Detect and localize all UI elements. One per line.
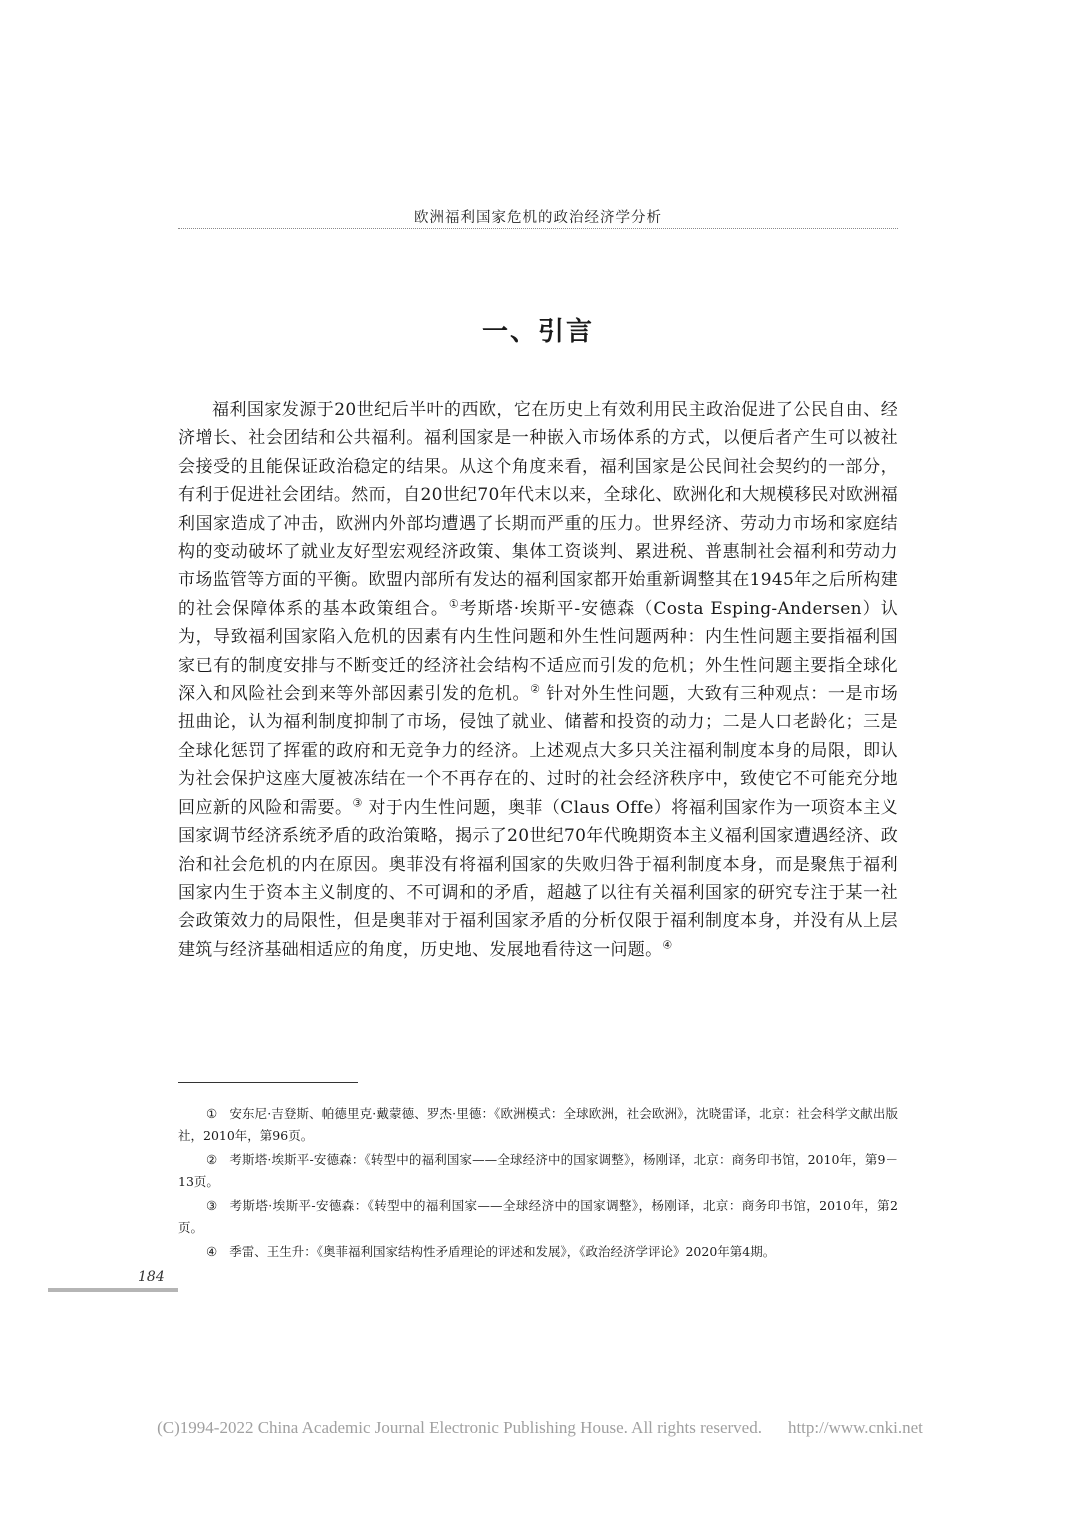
footnote-ref-4[interactable]: ④ (662, 938, 673, 952)
footnote-divider (178, 1082, 358, 1083)
footnote-mark: ① (206, 1106, 218, 1121)
footnote-text: 安东尼·吉登斯、帕德里克·戴蒙德、罗杰·里德：《欧洲模式：全球欧洲，社会欧洲》，沈晓雷译，北京：社会科学文献出版社，2010年，第96页。 (178, 1106, 898, 1143)
footnote-2 (178, 1149, 898, 1193)
running-head: 欧洲福利国家危机的政治经济学分析 (414, 210, 662, 226)
footnote-4 (178, 1241, 898, 1263)
page-number-bar (48, 1288, 178, 1292)
footnote-text: 考斯塔·埃斯平-安德森：《转型中的福利国家——全球经济中的国家调整》，杨刚译，北京：商务印书馆，2010年，第2页。 (178, 1198, 898, 1235)
footnote-text: 季雷、王生升：《奥菲福利国家结构性矛盾理论的评述和发展》，《政治经济学评论》2020年第4期。 (229, 1244, 776, 1259)
section-title: 一、引言 (481, 317, 594, 347)
main-body (178, 396, 898, 964)
copyright-notice: (C)1994-2022 China Academic Journal Electronic Publishing House. All rights reserved. (157, 1418, 762, 1437)
paragraph-text: 福利国家发源于20世纪后半叶的西欧，它在历史上有效利用民主政治促进了公民自由、经济增长、社会团结和公共福利。福利国家是一种嵌入市场体系的方式，以便后者产生可以被社会接受的且能保证政治稳定的结果。从这个角度来看，福利国家是公民间社会契约的一部分，有利于促进社会团结。然而，自20世纪70年代末以来，全球化、欧洲化和大规模移民对欧洲福利国家造成了冲击，欧洲内外部均遭遇了长期而严重的压力。世界经济、劳动力市场和家庭结构的变动破坏了就业友好型宏观经济政策、集体工资谈判、累进税、普惠制社会福利和劳动力市场监管等方面的平衡。欧盟内部所有发达的福利国家都开始重新调整其在1945年之后所构建的社会保障体系的基本政策组合。 (178, 400, 898, 619)
footnote-text: 考斯塔·埃斯平-安德森：《转型中的福利国家——全球经济中的国家调整》，杨刚译，北京：商务印书馆，2010年，第9－13页。 (178, 1152, 898, 1189)
paragraph-text: 对于内生性问题，奥菲（Claus Offe）将福利国家作为一项资本主义国家调节经济系统矛盾的政治策略，揭示了20世纪70年代晚期资本主义福利国家遭遇经济、政治和社会危机的内在原因。奥菲没有将福利国家的失败归咎于福利制度本身，而是聚焦于福利国家内生于资本主义制度的、不可调和的矛盾，超越了以往有关福利国家的研究专注于某一社会政策效力的局限性，但是奥菲对于福利国家矛盾的分析仅限于福利制度本身，并没有从上层建筑与经济基础相适应的角度，历史地、发展地看待这一问题。 (178, 797, 898, 960)
header-divider (178, 228, 898, 229)
footnote-ref-1[interactable]: ① (448, 597, 460, 611)
paragraph-text: 考斯塔·埃斯平-安德森（Costa Esping-Andersen）认为，导致福利国家陷入危机的因素有内生性问题和外生性问题两种：内生性问题主要指福利国家已有的制度安排与不断变迁的经济社会结构不适应而引发的危机；外生性问题主要指全球化深入和风险社会到来等外部因素引发的危机。 (178, 598, 898, 705)
cnki-link[interactable]: http://www.cnki.net (787, 1418, 923, 1437)
footnote-mark: ③ (206, 1198, 218, 1213)
introduction-paragraph (178, 396, 898, 964)
paragraph-text: 针对外生性问题，大致有三种观点：一是市场扭曲论，认为福利制度抑制了市场，侵蚀了就业、储蓄和投资的动力；二是人口老龄化；三是全球化惩罚了挥霍的政府和无竞争力的经济。上述观点大多只关注福利制度本身的局限，即认为社会保护这座大厦被冻结在一个不再存在的、过时的社会经济秩序中，致使它不可能充分地回应新的风险和需要。 (178, 684, 898, 818)
footnote-mark: ② (206, 1152, 218, 1167)
footnote-ref-3[interactable]: ③ (352, 796, 363, 810)
footnote-1 (178, 1103, 898, 1147)
footnotes (178, 1103, 898, 1265)
page-number: 184 (138, 1269, 165, 1285)
footnote-mark: ④ (206, 1244, 218, 1259)
footnote-3 (178, 1195, 898, 1239)
copyright-footer (0, 1418, 1080, 1438)
footnote-ref-2[interactable]: ② (530, 682, 541, 696)
